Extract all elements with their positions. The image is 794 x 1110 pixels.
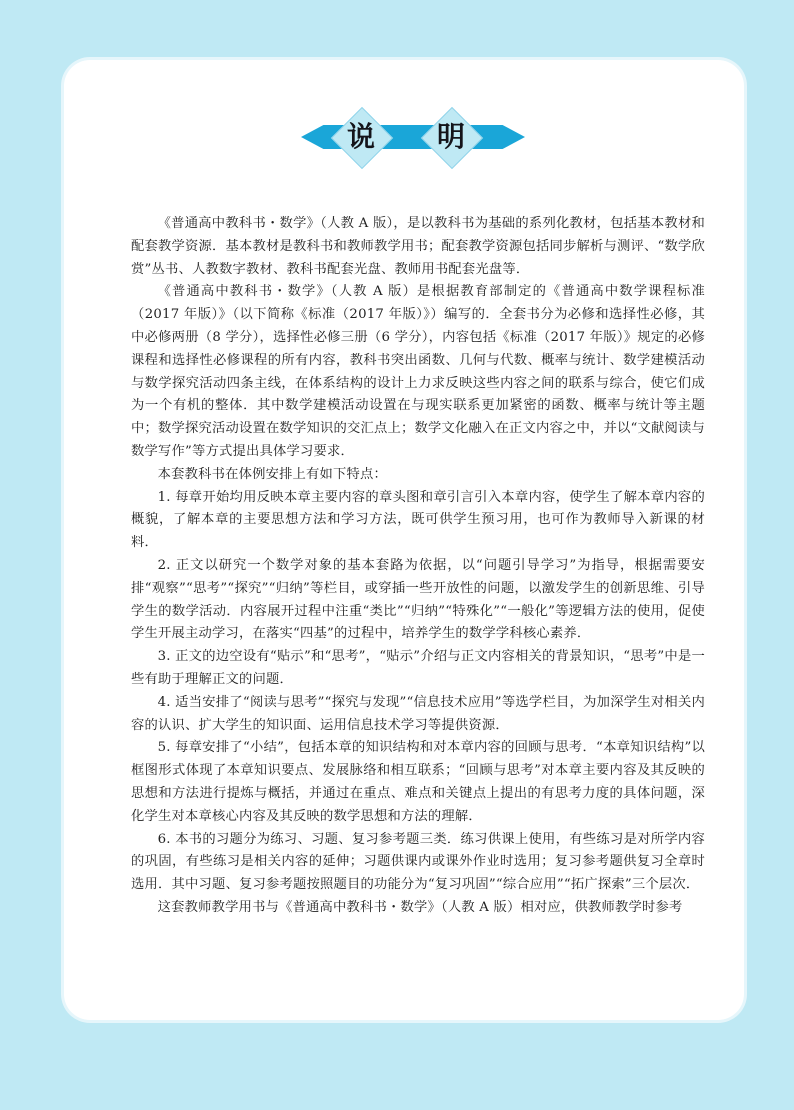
paragraph: 本套教科书在体例安排上有如下特点： xyxy=(157,466,388,482)
paragraph: 3. 正文的边空设有“贴示”和“思考”，“贴示”介绍与正文内容相关的背景知识，“思考”中是一些有助于理解正文的问题． xyxy=(131,649,705,687)
body-text xyxy=(131,213,705,920)
paragraph: 1. 每章开始均用反映本章主要内容的章头图和章引言引入本章内容，使学生了解本章内容的概貌，了解本章的主要思想方法和学习方法，既可供学生预习用，也可作为教师导入新课的材料． xyxy=(131,489,705,551)
paragraph: 4. 适当安排了“阅读与思考”“探究与发现”“信息技术应用”等选学栏目，为加深学生对相关内容的认识、扩大学生的知识面、运用信息技术学习等提供资源． xyxy=(131,694,705,733)
title-banner xyxy=(301,108,525,166)
title-char-1: 说 xyxy=(346,120,375,153)
title-char-2: 明 xyxy=(436,120,465,153)
paragraph: 《普通高中教科书・数学》（人教 A 版）是根据教育部制定的《普通高中数学课程标准（2017 年版）》（以下简称《标准（2017 年版）》）编写的．全套书分为必修和选择性必修，其中必修两册（8 学分），选择性必修三册（6 学分），内容包括《标准（2017 年版）》规定的必修课程和选择性必修课程的所有内容，教科书突出函数、几何与代数、概率与统计、数学建模活动与数学探究活动四条主线，在体系结构的设计上力求反映这些内容之间的联系与综合，使它们成为一个有机的整体．其中数学建模活动设置在与现实联系更加紧密的函数、概率与统计等主题中；数学探究活动设置在数学知识的交汇点上；数学文化融入在正文内容之中，并以“文献阅读与数学写作”等方式提出具体学习要求． xyxy=(131,284,705,459)
paragraph: 5. 每章安排了“小结”，包括本章的知识结构和对本章内容的回顾与思考．“本章知识结构”以框图形式体现了本章知识要点、发展脉络和相互联系；“回顾与思考”对本章主要内容及其反映的思想和方法进行提炼与概括，并通过在重点、难点和关键点上提出的有思考力度的具体问题，深化学生对本章核心内容及其反映的数学思想和方法的理解． xyxy=(131,740,705,824)
paragraph: 这套教师教学用书与《普通高中教科书・数学》（人教 A 版）相对应，供教师教学时参考 xyxy=(157,899,683,915)
paragraph: 《普通高中教科书・数学》（人教 A 版），是以教科书为基础的系列化教材，包括基本教材和配套教学资源．基本教材是教科书和教师教学用书；配套教学资源包括同步解析与测评、“数学欣赏”丛书、人教数字教材、教科书配套光盘、教师用书配套光盘等． xyxy=(131,216,705,277)
paragraph: 2. 正文以研究一个数学对象的基本套路为依据，以“问题引导学习”为指导，根据需要安排“观察”“思考”“探究”“归纳”等栏目，或穿插一些开放性的问题，以激发学生的创新思维、引导学生的数学活动．内容展开过程中注重“类比”“归纳”“特殊化”“一般化”等逻辑方法的使用，促使学生开展主动学习，在落实“四基”的过程中，培养学生的数学学科核心素养． xyxy=(131,557,705,642)
paragraph: 6. 本书的习题分为练习、习题、复习参考题三类．练习供课上使用，有些练习是对所学内容的巩固，有些练习是相关内容的延伸；习题供课内或课外作业时选用；复习参考题供复习全章时选用．其中习题、复习参考题按照题目的功能分为“复习巩固”“综合应用”“拓广探索”三个层次． xyxy=(131,831,705,893)
document-page xyxy=(124,98,710,988)
